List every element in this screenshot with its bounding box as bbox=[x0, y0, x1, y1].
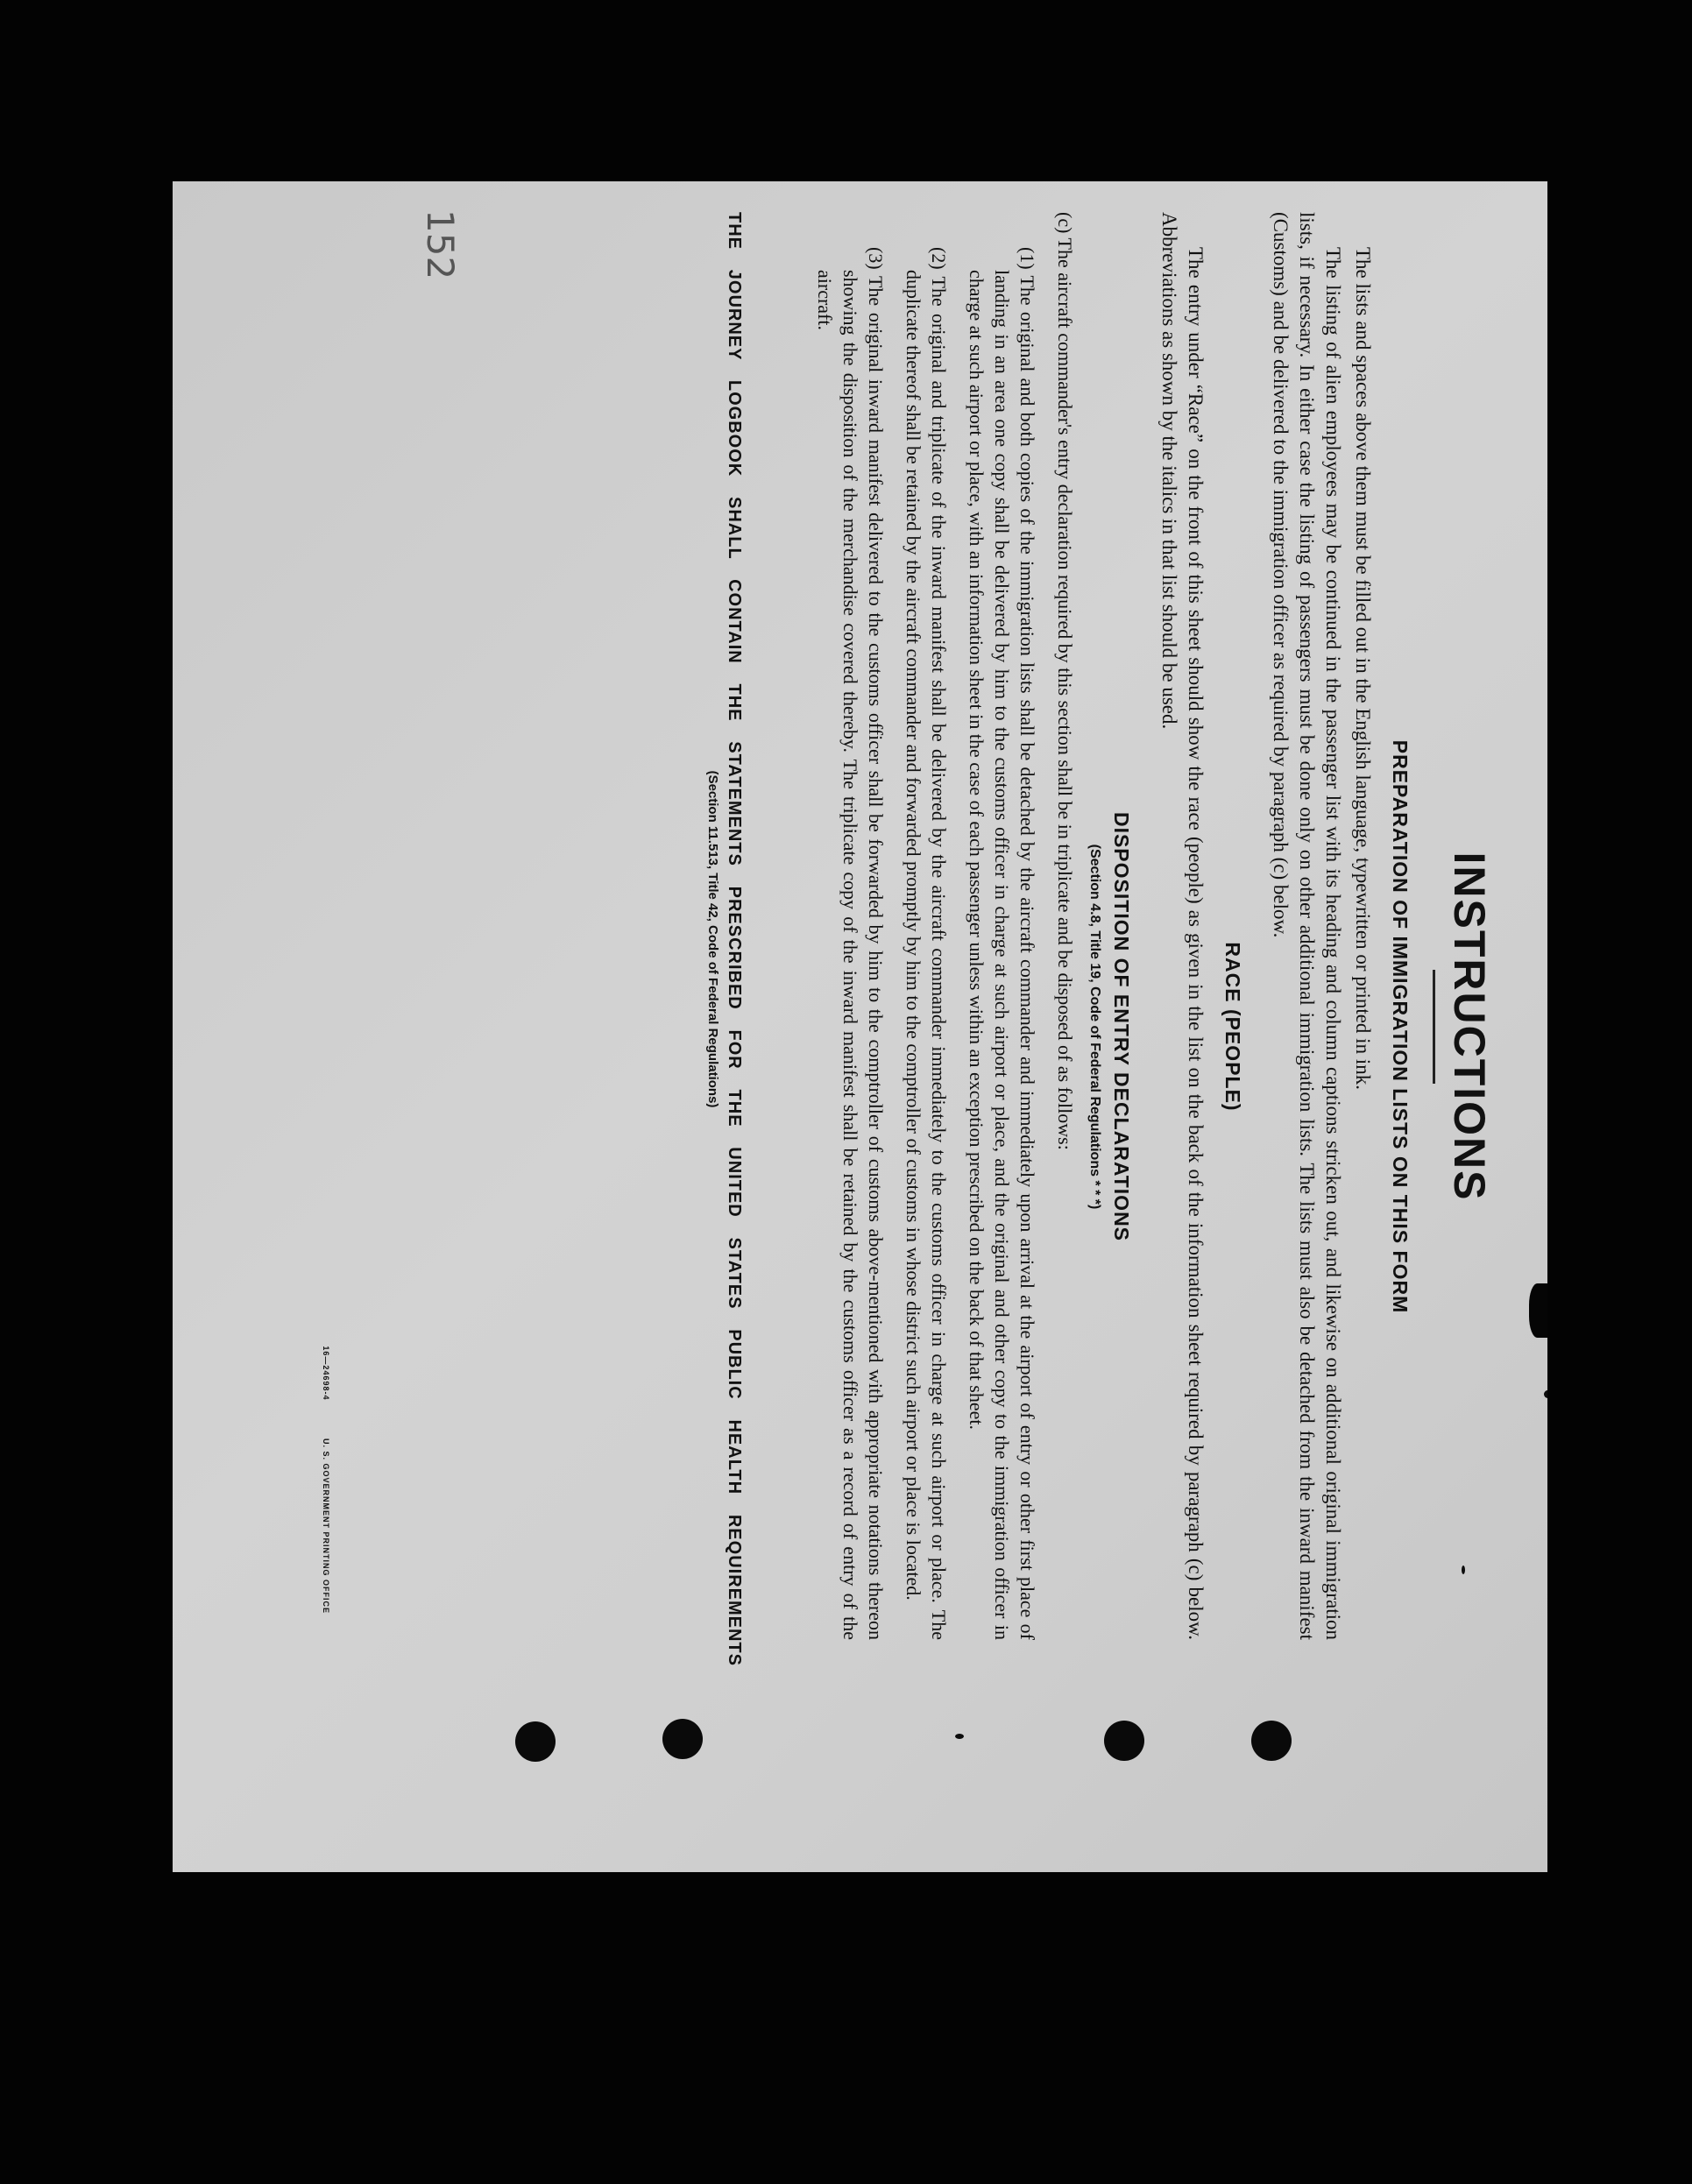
paragraph: The lists and spaces above them must be filled out in the English language, typewritten or printed in ink. bbox=[1351, 247, 1374, 1090]
instructions-content bbox=[221, 212, 1500, 1841]
section-heading-race: RACE (PEOPLE) bbox=[1221, 942, 1244, 1112]
list-item: (3) The original inward manifest delivered to the customs officer shall be forwarded by him to the comptroller of customs above-mentioned with appropriate notations thereon showing the disposition of the merchandise covered thereby. The triplicate copy of the inward manifest shall be retained by the customs officer as a record of entry of the aircraft. bbox=[813, 247, 887, 1640]
paragraph: The listing of alien employees may be continued in the passenger list with its heading and column captions stricken out, and likewise on additional original immigration lists, if necessary. In either case the listing of passengers must be done only on other additional immigration lists. The lists must also be detached from the inward manifest (Customs) and be delivered to the immigration officer as required by paragraph (c) below. bbox=[1269, 212, 1344, 1640]
dust-speck bbox=[1544, 1390, 1547, 1398]
form-code: 16—24698-4 bbox=[321, 1346, 330, 1401]
section-heading-preparation: PREPARATION OF IMMIGRATION LISTS ON THIS FORM bbox=[1388, 739, 1412, 1314]
margin-note: 152 bbox=[419, 209, 462, 280]
printer-name: U. S. GOVERNMENT PRINTING OFFICE bbox=[321, 1438, 330, 1614]
torn-edge bbox=[1529, 1283, 1547, 1338]
list-item: (2) The original and triplicate of the inward manifest shall be delivered by the aircraft commander immediately to the customs officer in charge at such airport or place. The duplicate thereof shall be retained by the aircraft commander and forwarded promptly by him to the comptroller of customs in whose district such airport or place is located. bbox=[902, 247, 950, 1640]
section-citation: (Section 4.8, Title 19, Code of Federal Regulations * * *) bbox=[1087, 844, 1102, 1210]
footer-citation: (Section 11.513, Title 42, Code of Federal Regulations) bbox=[704, 770, 720, 1108]
section-heading-disposition: DISPOSITION OF ENTRY DECLARATIONS bbox=[1109, 811, 1133, 1242]
printer-imprint bbox=[322, 1346, 330, 1614]
paragraph: The entry under “Race” on the front of this sheet should show the race (people) as given in the list on the back of the information sheet required by paragraph (c) below. Abbreviations as shown by the italics in that list should be used. bbox=[1157, 212, 1207, 1640]
document-sheet bbox=[173, 181, 1547, 1872]
list-item: (1) The original and both copies of the immigration lists shall be detached by the aircraft commander and immediately upon arrival at the airport of entry or other first place of landing in an area one copy shall be delivered by him to the customs officer in charge at such airport or place, and the original and other copy to the immigration officer in charge at such airport or place, with an information sheet in the case of each passenger unless within an exception prescribed on the back of that sheet. bbox=[965, 247, 1038, 1640]
title-divider bbox=[1433, 970, 1435, 1084]
paragraph-c: (c) The aircraft commander's entry declaration required by this section shall be in triplicate and be disposed of as follows: bbox=[1053, 212, 1076, 1150]
page-title: INSTRUCTIONS bbox=[1444, 852, 1494, 1202]
footer-statement: THE JOURNEY LOGBOOK SHALL CONTAIN THE STATEMENTS PRESCRIBED FOR THE UNITED STATES PUBLIC HEALTH REQUIREMENTS bbox=[724, 212, 744, 1666]
